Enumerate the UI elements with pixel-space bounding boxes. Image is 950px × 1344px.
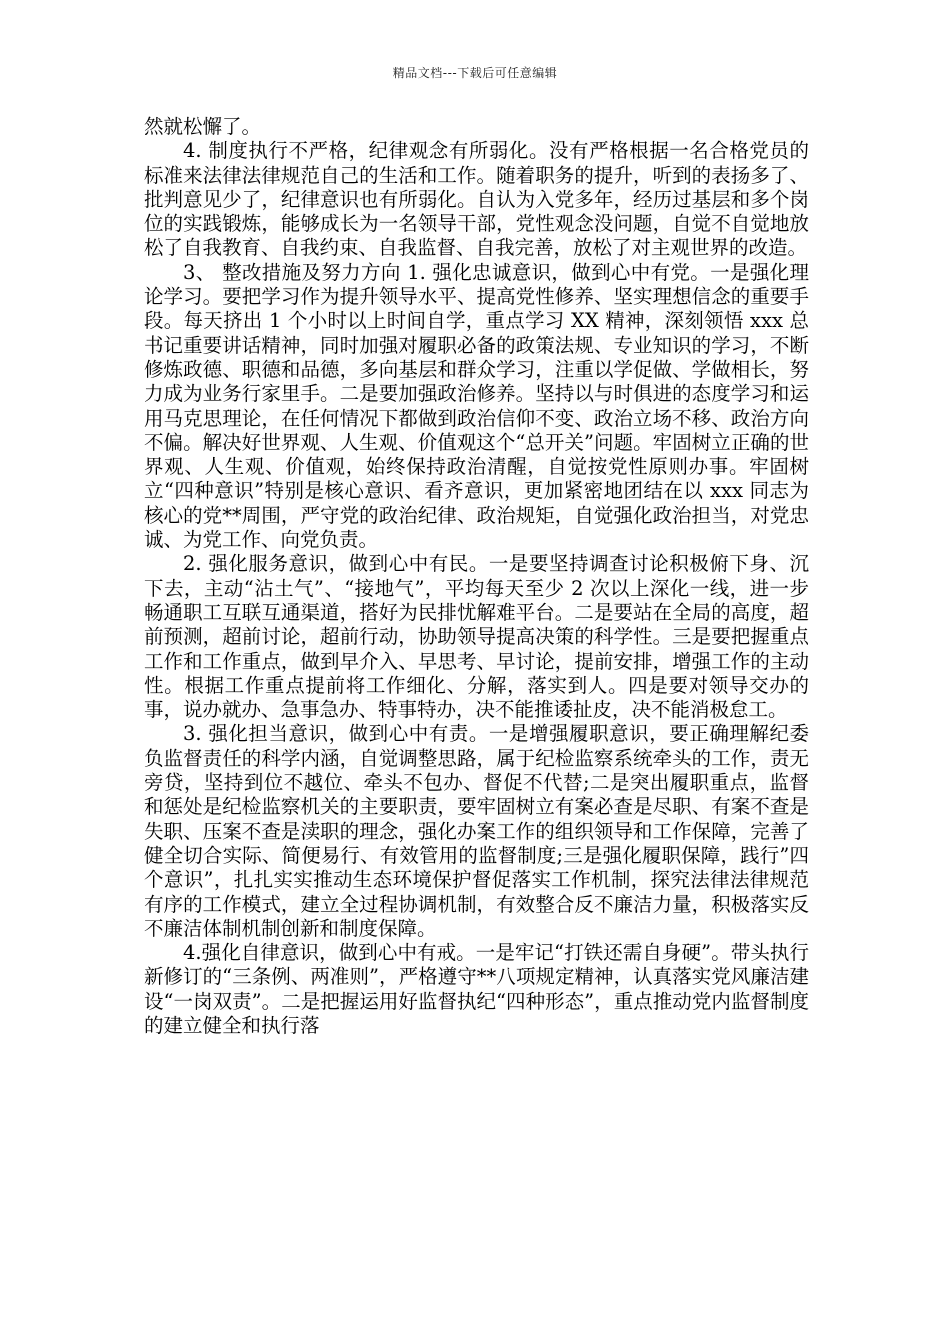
paragraph-service-measures: 2. 强化服务意识，做到心中有民。一是要坚持调查讨论积极俯下身、沉下去，主动“沾土气”、“接地气”，平均每天至少 2 次以上深化一线，进一步畅通职工互联互通渠道，搭好为民排忧解难平台。二是要站在全局的高度，超前预测，超前讨论，超前行动，协助领导提高决策的科学性。三是要把握重点工作和工作重点，做到早介入、早思考、早讨论，提前安排，增强工作的主动性。根据工作重点提前将工作细化、分解，落实到人。四是要对领导交办的事，说办就办、急事急办、特事特办，决不能推诿扯皮，决不能消极怠工。 <box>144 552 809 722</box>
paragraph-responsibility-measures: 3. 强化担当意识，做到心中有责。一是增强履职意识，要正确理解纪委负监督责任的科学内涵，自觉调整思路，属于纪检监察系统牵头的工作，责无旁贷，坚持到位不越位、牵头不包办、督促不代替;二是突出履职重点，监督和惩处是纪检监察机关的主要职责，要牢固树立有案必查是尽职、有案不查是失职、压案不查是渎职的理念，强化办案工作的组织领导和工作保障，完善了健全切合实际、简便易行、有效管用的监督制度;三是强化履职保障，践行”四个意识”，扎扎实实推动生态环境保护督促落实工作机制，探究法律法律规范有序的工作模式，建立全过程协调机制，有效整合反不廉洁力量，积极落实反不廉洁体制机制创新和制度保障。 <box>144 722 809 940</box>
document-body <box>144 115 809 1038</box>
paragraph-self-discipline-measures: 4.强化自律意识，做到心中有戒。一是牢记“打铁还需自身硬”。带头执行新修订的“三条例、两准则”，严格遵守**八项规定精神，认真落实党风廉洁建设“一岗双责”。二是把握运用好监督执纪“四种形态”，重点推动党内监督制度的建立健全和执行落 <box>144 941 809 1037</box>
page-header: 精品文档---下载后可任意编辑 <box>392 66 558 80</box>
paragraph-discipline-issue: 4. 制度执行不严格，纪律观念有所弱化。没有严格根据一名合格党员的标准来法律法律规范自己的生活和工作。随着职务的提升，听到的表扬多了、批判意见少了，纪律意识也有所弱化。自认为入党多年，经历过基层和多个岗位的实践锻炼，能够成长为一名领导干部，党性观念没问题，自觉不自觉地放松了自我教育、自我约束、自我监督、自我完善，放松了对主观世界的改造。 <box>144 139 809 260</box>
paragraph-loyalty-measures: 3、 整改措施及努力方向 1. 强化忠诚意识，做到心中有党。一是强化理论学习。要把学习作为提升领导水平、提高党性修养、坚实理想信念的重要手段。每天挤出 1 个小时以上时间自学，重点学习 XX 精神，深刻领悟 xxx 总书记重要讲话精神，同时加强对履职必备的政策法规、专业知识的学习，不断修炼政德、职德和品德，多向基层和群众学习，注重以学促做、学做相长，努力成为业务行家里手。二是要加强政治修养。坚持以与时俱进的态度学习和运用马克思理论，在任何情况下都做到政治信仰不变、政治立场不移、政治方向不偏。解决好世界观、人生观、价值观这个“总开关”问题。牢固树立正确的世界观、人生观、价值观，始终保持政治清醒，自觉按党性原则办事。牢固树立“四种意识”特别是核心意识、看齐意识，更加紧密地团结在以 xxx 同志为核心的党**周围，严守党的政治纪律、政治规矩，自觉强化政治担当，对党忠诚、为党工作、向党负责。 <box>144 260 809 552</box>
paragraph-continuation: 然就松懈了。 <box>144 115 262 138</box>
